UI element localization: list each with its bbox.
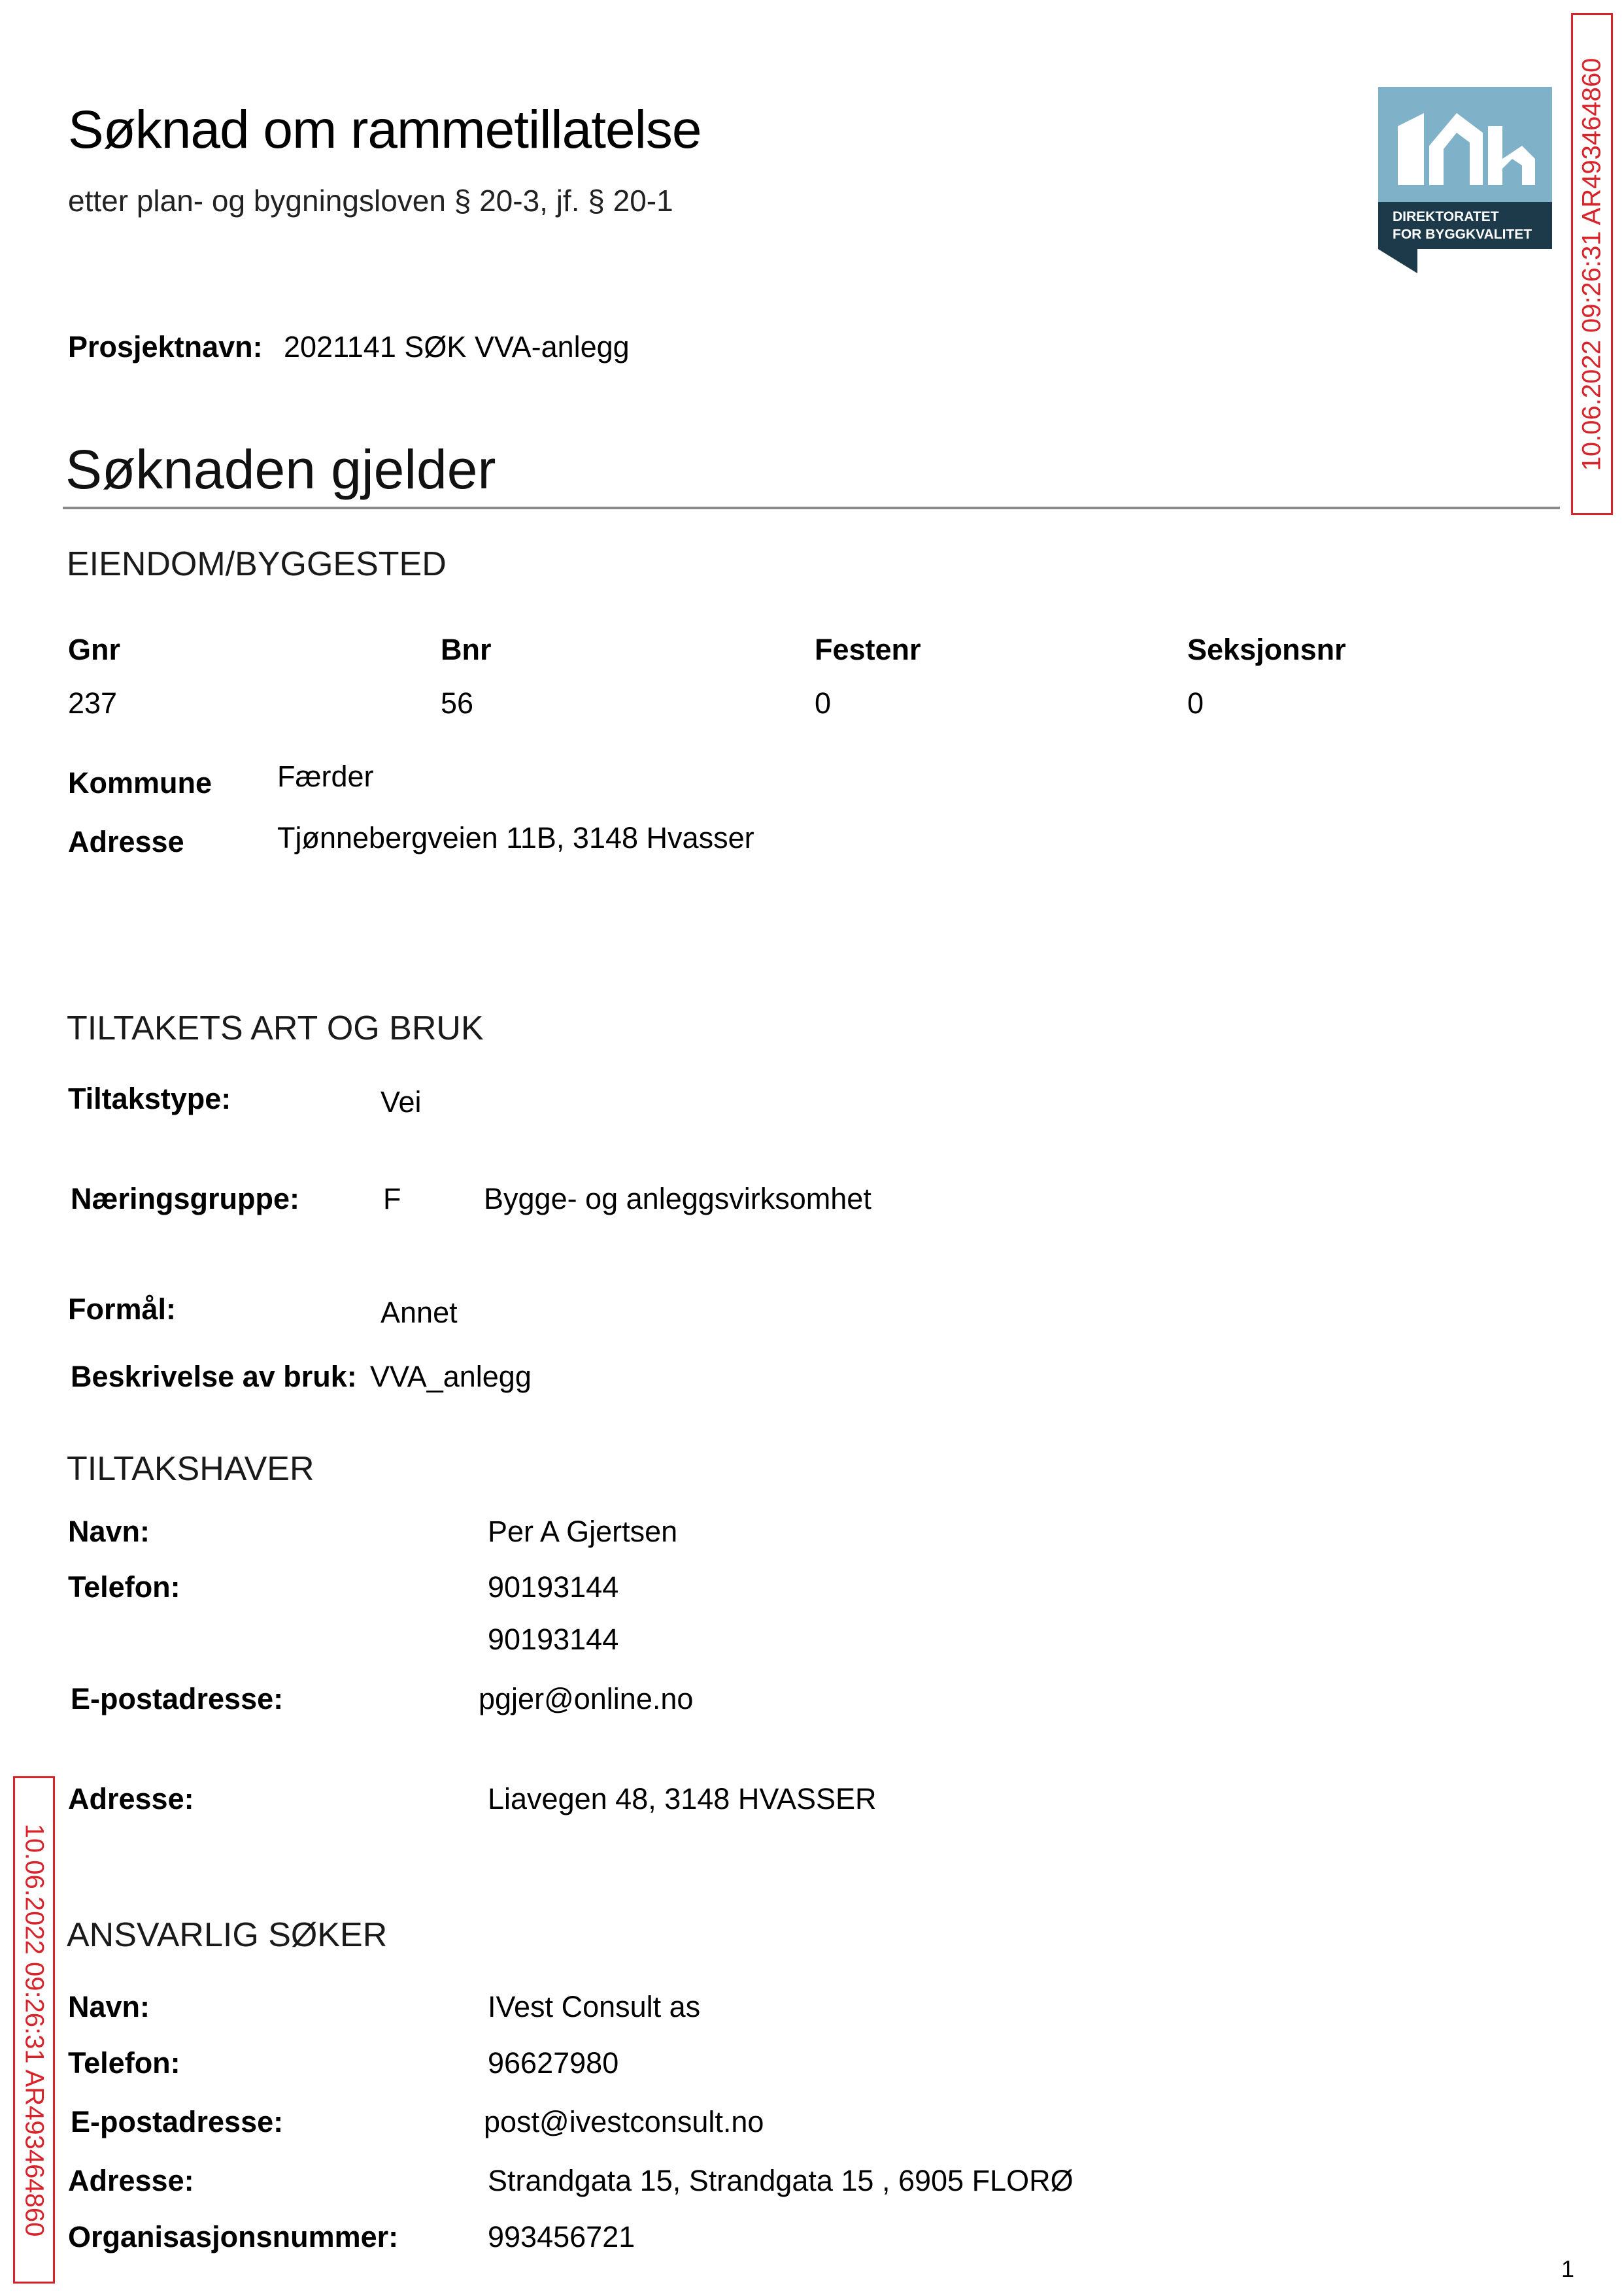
kommune-label: Kommune xyxy=(68,766,212,800)
tiltakshaver-phone-label: Telefon: xyxy=(68,1570,180,1604)
logo-text-line1: DIREKTORATET xyxy=(1393,209,1499,224)
soker-email-value: post@ivestconsult.no xyxy=(484,2105,764,2138)
soker-phone-label: Telefon: xyxy=(68,2046,180,2080)
stamp-text: 10.06.2022 09:26:31 AR493464860 xyxy=(20,1823,49,2236)
naeringsgruppe-code: F xyxy=(383,1182,401,1215)
soker-name-label: Navn: xyxy=(68,1990,150,2023)
bnr-label: Bnr xyxy=(441,633,492,666)
naeringsgruppe-label: Næringsgruppe: xyxy=(71,1182,300,1215)
festenr-label: Festenr xyxy=(815,633,921,666)
tiltakshaver-phone-value-2: 90193144 xyxy=(488,1623,619,1656)
tiltakshaver-name-value: Per A Gjertsen xyxy=(488,1515,678,1548)
logo-text-line2: FOR BYGGKVALITET xyxy=(1393,227,1532,242)
ansvarlig-soker-heading: ANSVARLIG SØKER xyxy=(67,1916,388,1954)
seksjonsnr-label: Seksjonsnr xyxy=(1187,633,1346,666)
dibk-logo xyxy=(1378,87,1552,273)
project-value: 2021141 SØK VVA-anlegg xyxy=(284,330,630,363)
dibk-logo-graphic xyxy=(1378,87,1552,273)
tiltakstype-value: Vei xyxy=(381,1085,422,1119)
tiltakshaver-email-label: E-postadresse: xyxy=(71,1682,284,1715)
bnr-value: 56 xyxy=(441,686,474,720)
org-number-label: Organisasjonsnummer: xyxy=(68,2220,399,2253)
tiltakshaver-address-label: Adresse: xyxy=(68,1782,194,1815)
property-address-label: Adresse xyxy=(68,825,184,858)
naeringsgruppe-description: Bygge- og anleggsvirksomhet xyxy=(484,1182,871,1215)
section-divider xyxy=(63,507,1560,509)
bruk-value: VVA_anlegg xyxy=(370,1360,532,1393)
soker-name-value: IVest Consult as xyxy=(488,1990,701,2023)
section-heading: Søknaden gjelder xyxy=(65,439,496,500)
project-label: Prosjektnavn: xyxy=(68,330,263,363)
tiltakshaver-name-label: Navn: xyxy=(68,1515,150,1548)
timestamp-stamp-bottom xyxy=(13,1776,55,2284)
tiltakstype-label: Tiltakstype: xyxy=(68,1082,231,1115)
property-address-value: Tjønnebergveien 11B, 3148 Hvasser xyxy=(277,821,754,854)
property-heading: EIENDOM/BYGGESTED xyxy=(67,545,447,583)
document-subtitle: etter plan- og bygningsloven § 20-3, jf. § 20-1 xyxy=(68,184,673,218)
gnr-value: 237 xyxy=(68,686,118,720)
soker-address-label: Adresse: xyxy=(68,2164,194,2197)
soker-phone-value: 96627980 xyxy=(488,2046,619,2080)
tiltak-heading: TILTAKETS ART OG BRUK xyxy=(67,1009,484,1047)
formal-value: Annet xyxy=(381,1296,458,1329)
document-title: Søknad om rammetillatelse xyxy=(68,100,702,160)
soker-email-label: E-postadresse: xyxy=(71,2105,284,2138)
tiltakshaver-address-value: Liavegen 48, 3148 HVASSER xyxy=(488,1782,877,1815)
gnr-label: Gnr xyxy=(68,633,121,666)
org-number-value: 993456721 xyxy=(488,2220,635,2253)
tiltakshaver-phone-value-1: 90193144 xyxy=(488,1570,619,1604)
formal-label: Formål: xyxy=(68,1292,177,1326)
page-number: 1 xyxy=(1561,2255,1575,2282)
seksjonsnr-value: 0 xyxy=(1187,686,1204,720)
stamp-text: 10.06.2022 09:26:31 AR493464860 xyxy=(1577,58,1606,471)
tiltakshaver-email-value: pgjer@online.no xyxy=(479,1682,694,1715)
festenr-value: 0 xyxy=(815,686,832,720)
timestamp-stamp-top xyxy=(1571,13,1613,515)
tiltakshaver-heading: TILTAKSHAVER xyxy=(67,1450,314,1488)
soker-address-value: Strandgata 15, Strandgata 15 , 6905 FLORØ xyxy=(488,2164,1074,2197)
kommune-value: Færder xyxy=(277,760,374,793)
bruk-label: Beskrivelse av bruk: xyxy=(71,1360,357,1393)
